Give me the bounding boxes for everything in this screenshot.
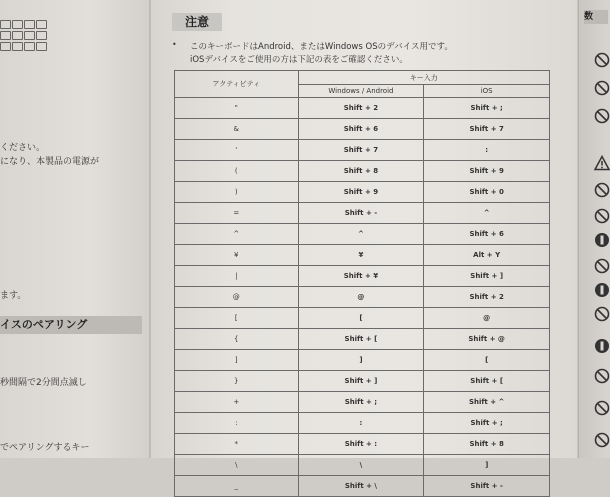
activity-cell: _: [175, 476, 299, 497]
header-ios: iOS: [424, 85, 550, 98]
prohibition-icon: [594, 306, 610, 322]
ios-cell: ^: [424, 203, 550, 224]
activity-cell: :: [175, 413, 299, 434]
left-text-line: でペアリングするキー: [0, 443, 90, 453]
table-row: [175, 119, 550, 140]
prohibition-icon: [594, 80, 610, 96]
activity-cell: {: [175, 329, 299, 350]
prohibition-icon: [594, 182, 610, 198]
table-row: [175, 98, 550, 119]
ios-cell: Shift + 9: [424, 161, 550, 182]
warning-triangle-icon: [594, 155, 610, 171]
activity-cell: ): [175, 182, 299, 203]
prohibition-icon: [594, 108, 610, 124]
table-row: [175, 266, 550, 287]
ios-cell: ]: [424, 455, 550, 476]
paper-fold-left: [149, 0, 151, 458]
activity-cell: +: [175, 392, 299, 413]
windows-cell: \: [298, 455, 424, 476]
windows-cell: Shift + [: [298, 329, 424, 350]
ios-cell: :: [424, 140, 550, 161]
ios-cell: Shift + ]: [424, 266, 550, 287]
left-page-fragment: [0, 0, 150, 458]
mandatory-action-icon: [594, 282, 610, 298]
key-mapping-table: [174, 70, 550, 497]
notice-line: このキーボードはAndroid、またはWindows OSのデバイス用です。: [190, 42, 453, 52]
activity-cell: ]: [175, 350, 299, 371]
table-row: [175, 140, 550, 161]
activity-cell: |: [175, 266, 299, 287]
ios-cell: Shift + 8: [424, 434, 550, 455]
ios-cell: Shift + @: [424, 329, 550, 350]
header-key-input: キー入力: [298, 71, 549, 85]
header-activity: アクティビティ: [175, 71, 299, 98]
mandatory-action-icon: [594, 338, 610, 354]
activity-cell: }: [175, 371, 299, 392]
windows-cell: ^: [298, 224, 424, 245]
windows-cell: Shift + \: [298, 476, 424, 497]
table-row: [175, 182, 550, 203]
ios-cell: Shift + ^: [424, 392, 550, 413]
windows-cell: Shift + 8: [298, 161, 424, 182]
activity-cell: (: [175, 161, 299, 182]
keyboard-diagram-icon: [0, 20, 50, 62]
table-row: [175, 329, 550, 350]
activity-cell: ¥: [175, 245, 299, 266]
table-row: [175, 224, 550, 245]
left-section-heading: イスのペアリング: [0, 316, 142, 334]
activity-cell: ": [175, 98, 299, 119]
prohibition-icon: [594, 432, 610, 448]
left-text-line: ください。: [0, 143, 46, 153]
ios-cell: Alt + Y: [424, 245, 550, 266]
ios-cell: Shift + 0: [424, 182, 550, 203]
prohibition-icon: [594, 52, 610, 68]
windows-cell: [: [298, 308, 424, 329]
windows-cell: Shift + 2: [298, 98, 424, 119]
ios-cell: Shift + 7: [424, 119, 550, 140]
header-windows-android: Windows / Android: [298, 85, 424, 98]
right-heading-fragment: 数: [584, 10, 608, 24]
activity-cell: &: [175, 119, 299, 140]
windows-cell: Shift + -: [298, 203, 424, 224]
activity-cell: \: [175, 455, 299, 476]
right-page-fragment: [578, 0, 610, 458]
paper-fold-right: [577, 0, 579, 458]
table-row: [175, 371, 550, 392]
table-row: [175, 161, 550, 182]
ios-cell: @: [424, 308, 550, 329]
left-text-line: ます。: [0, 291, 27, 301]
windows-cell: Shift + 6: [298, 119, 424, 140]
activity-cell: ': [175, 140, 299, 161]
left-text-line: 秒間隔で2分間点滅し: [0, 378, 87, 388]
table-row: [175, 308, 550, 329]
table-row: [175, 287, 550, 308]
activity-cell: *: [175, 434, 299, 455]
windows-cell: Shift + ]: [298, 371, 424, 392]
prohibition-icon: [594, 400, 610, 416]
windows-cell: Shift + ¥: [298, 266, 424, 287]
table-row: [175, 476, 550, 497]
table-row: [175, 245, 550, 266]
activity-cell: =: [175, 203, 299, 224]
key-mapping-body: [175, 98, 550, 497]
table-row: [175, 203, 550, 224]
ios-cell: Shift + 2: [424, 287, 550, 308]
ios-cell: Shift + -: [424, 476, 550, 497]
windows-cell: ]: [298, 350, 424, 371]
table-row: [175, 392, 550, 413]
ios-cell: Shift + [: [424, 371, 550, 392]
table-row: [175, 434, 550, 455]
ios-cell: Shift + 6: [424, 224, 550, 245]
table-row: [175, 350, 550, 371]
windows-cell: Shift + 7: [298, 140, 424, 161]
windows-cell: ¥: [298, 245, 424, 266]
prohibition-icon: [594, 258, 610, 274]
mandatory-action-icon: [594, 232, 610, 248]
notice-line: iOSデバイスをご使用の方は下記の表をご確認ください。: [190, 55, 408, 65]
table-row: [175, 413, 550, 434]
windows-cell: Shift + :: [298, 434, 424, 455]
ios-cell: [: [424, 350, 550, 371]
left-text-line: になり、本製品の電源が: [0, 157, 100, 167]
ios-cell: Shift + ;: [424, 413, 550, 434]
ios-cell: Shift + ;: [424, 98, 550, 119]
prohibition-icon: [594, 368, 610, 384]
activity-cell: @: [175, 287, 299, 308]
windows-cell: Shift + ;: [298, 392, 424, 413]
activity-cell: ^: [175, 224, 299, 245]
bullet-icon: •: [172, 40, 177, 49]
activity-cell: [: [175, 308, 299, 329]
windows-cell: @: [298, 287, 424, 308]
notice-title: 注意: [172, 13, 222, 31]
windows-cell: Shift + 9: [298, 182, 424, 203]
prohibition-icon: [594, 208, 610, 224]
windows-cell: :: [298, 413, 424, 434]
